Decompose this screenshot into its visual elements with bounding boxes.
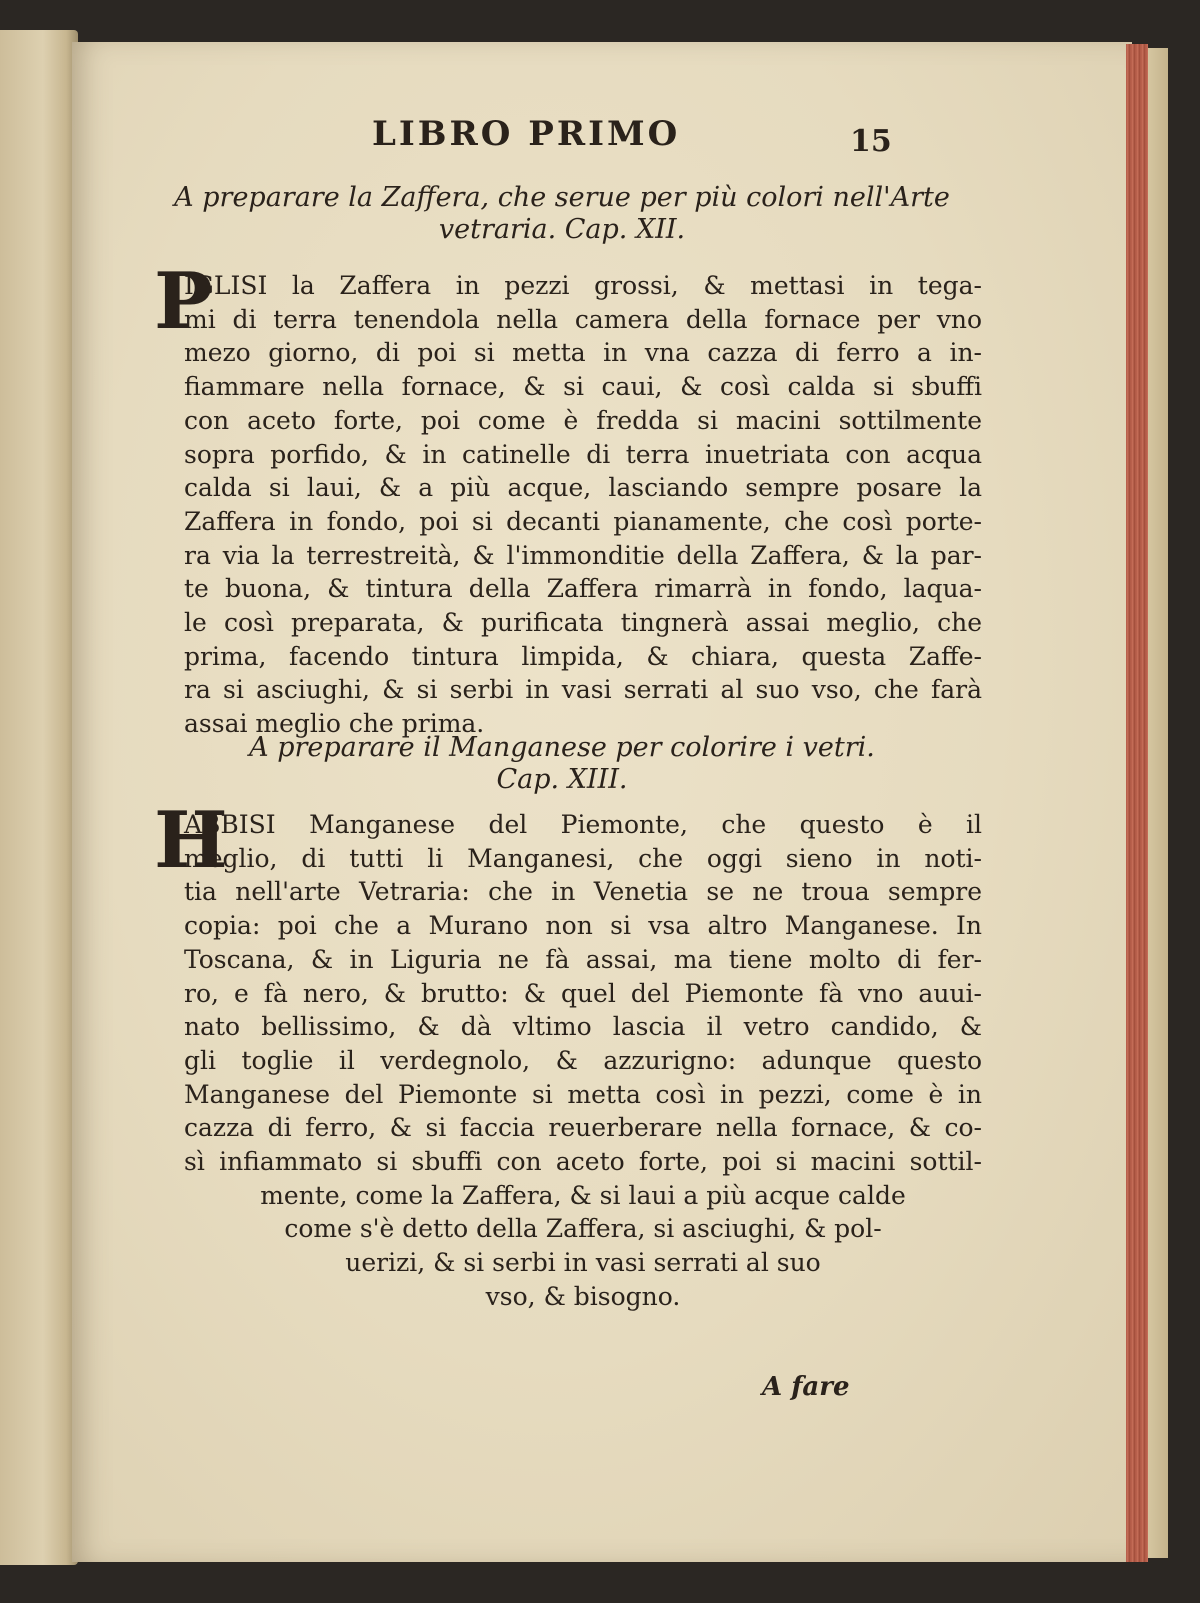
drop-cap: H [154, 795, 228, 886]
text-line: uerizi, & si serbi in vasi serrati al suo [345, 1248, 821, 1278]
page-number: 15 [850, 124, 892, 159]
text-line: Toscana, & in Liguria ne fà assai, ma tiene molto di fer- [184, 944, 982, 974]
text-line: ra via la terrestreità, & l'immonditie della Zaffera, & la par- [184, 540, 982, 570]
chapter-title-line: vetraria. Cap. XII. [438, 214, 686, 245]
page-content [72, 42, 1132, 1562]
page-block-edge [1148, 48, 1168, 1558]
book-page [72, 42, 1132, 1562]
text-line: mi di terra tenendola nella camera della fornace per vno [184, 304, 982, 334]
text-line: meglio, di tutti li Manganesi, che oggi sieno in noti- [184, 843, 982, 873]
chapter-title-line: Cap. XIII. [496, 764, 628, 795]
text-line: ro, e fà nero, & brutto: & quel del Piemonte fà vno auui- [184, 978, 982, 1008]
text-line: prima, facendo tintura limpida, & chiara, questa Zaffe- [184, 641, 982, 671]
catchword: A fare [762, 1372, 850, 1402]
text-line: te buona, & tintura della Zaffera rimarrà in fondo, laqua- [184, 574, 982, 604]
text-line: mente, come la Zaffera, & si laui a più acque calde [260, 1180, 906, 1210]
text-line: Zaffera in fondo, poi si decanti pianamente, che così porte- [184, 506, 982, 536]
text-line: come s'è detto della Zaffera, si asciughi, & pol- [284, 1214, 882, 1244]
chapter-body [184, 269, 982, 741]
running-head: LIBRO PRIMO [372, 114, 681, 154]
text-line: fiammare nella fornace, & si caui, & così calda si sbuffi [184, 372, 982, 402]
text-line: calda si laui, & a più acque, lasciando sempre posare la [184, 473, 982, 503]
left-page-edge [0, 30, 78, 1565]
text-line: assai meglio che prima. [184, 709, 485, 739]
chapter-title [152, 732, 972, 796]
text-line: cazza di ferro, & si faccia reuerberare nella fornace, & co- [184, 1113, 982, 1143]
chapter-body [184, 808, 982, 1314]
text-line: nato bellissimo, & dà vltimo lascia il vetro candido, & [184, 1012, 982, 1042]
text-line: sì infiammato si sbuffi con aceto forte, poi si macini sottil- [184, 1147, 982, 1177]
text-line: con aceto forte, poi come è fredda si macini sottilmente [184, 405, 982, 435]
drop-cap: P [154, 256, 213, 347]
text-line: tia nell'arte Vetraria: che in Venetia se ne troua sempre [184, 877, 982, 907]
text-line: IGLISI la Zaffera in pezzi grossi, & mettasi in tega- [184, 271, 982, 300]
text-line: gli toglie il verdegnolo, & azzurigno: adunque questo [184, 1045, 982, 1075]
text-line: Manganese del Piemonte si metta così in pezzi, come è in [184, 1079, 982, 1109]
chapter-title [152, 182, 972, 246]
red-page-edge [1126, 44, 1148, 1562]
text-line: le così preparata, & purificata tingnerà assai meglio, che [184, 608, 982, 638]
text-line: ra si asciughi, & si serbi in vasi serrati al suo vso, che farà [184, 675, 982, 705]
text-line: sopra porfido, & in catinelle di terra inuetriata con acqua [184, 439, 982, 469]
chapter-title-line: A preparare il Manganese per colorire i vetri. [249, 732, 875, 763]
text-line: ABBISI Manganese del Piemonte, che questo è il [184, 810, 982, 839]
text-line: vso, & bisogno. [485, 1281, 681, 1311]
text-line: copia: poi che a Murano non si vsa altro Manganese. In [184, 911, 982, 941]
text-line: mezo giorno, di poi si metta in vna cazza di ferro a in- [184, 338, 982, 368]
chapter-title-line: A preparare la Zaffera, che serue per più colori nell'Arte [174, 182, 950, 213]
